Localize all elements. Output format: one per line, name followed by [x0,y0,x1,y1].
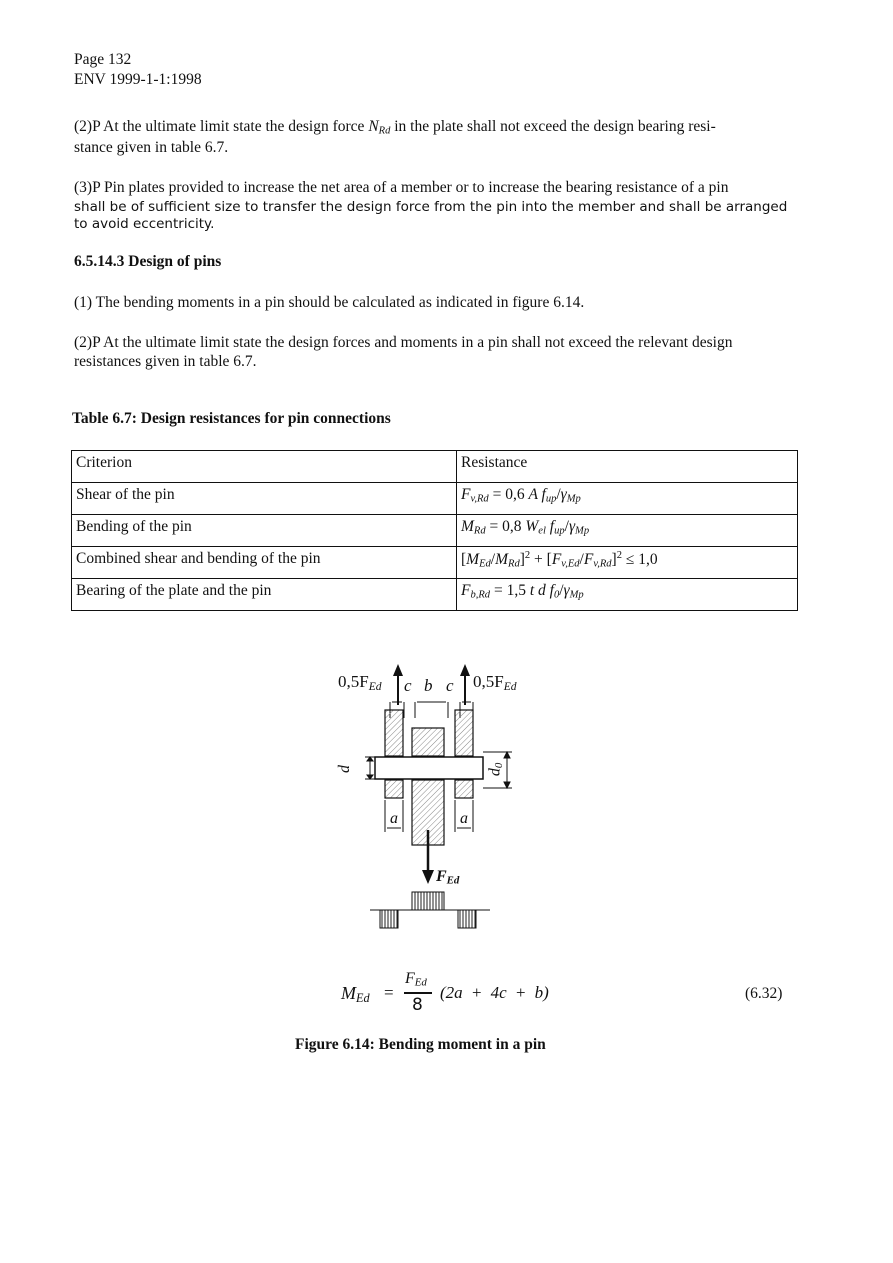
load-arrow-right [460,664,470,705]
equation-lhs: $M_{Ed}$ [341,983,370,1006]
section-heading: 6.5.14.3 Design of pins [74,253,222,270]
criterion-cell: Shear of the pin [72,483,457,515]
equation-equals: = [384,983,394,1002]
label-c-left: c [404,676,412,695]
criterion-cell: Bearing of the plate and the pin [72,579,457,611]
fraction-bar [404,992,432,994]
section-paragraph-2-line1: (2)P At the ultimate limit state the design forces and moments in a pin shall not exceed the relevant design [74,334,733,351]
label-a-right: a [460,810,468,827]
section-paragraph-1: (1) The bending moments in a pin should be calculated as indicated in figure 6.14. [74,294,585,311]
table-row [72,547,798,579]
table-row [72,579,798,611]
load-arrow-left [393,664,403,705]
label-c-right: c [446,676,454,695]
middle-member-top [412,728,444,756]
standard-id: ENV 1999-1-1:1998 [74,71,202,88]
section-paragraph-2-line2: resistances given in table 6.7. [74,353,257,370]
paragraph-2p: (2)P At the ultimate limit state the design force $N_{Rd}$ in the plate shall not exceed the design bearing resi- [74,118,716,137]
outer-plate-right [455,710,473,756]
dimension-d [365,757,375,779]
equation-rhs: (2a + 4c + b) [440,983,549,1002]
symbol-nrd: $N_{Rd}$ [368,118,391,137]
formula-cell: $[M_{Ed}/M_{Rd}]^2 + [F_{v,Ed}/F_{v,Rd}]^2 \le 1,0$ [457,547,798,579]
equation-number: (6.32) [745,985,783,1002]
page-number: Page 132 [74,51,132,68]
support-block [370,892,490,928]
table-row [72,483,798,515]
table-row [72,515,798,547]
table-title: Table 6.7: Design resistances for pin connections [72,410,391,427]
label-a-left: a [390,810,398,827]
paragraph-3p-line1: (3)P Pin plates provided to increase the net area of a member or to increase the bearing resistance of a pin [74,179,729,196]
load-label-left: $0,5F_{Ed}$ [338,672,382,693]
criterion-cell: Bending of the pin [72,515,457,547]
equation-denominator: 8 [412,995,423,1015]
formula-cell: $M_{Rd} = 0,8$ $W_{el}$ $f_{up}/\gamma_{Mp}$ [457,515,798,547]
label-b: b [424,676,433,695]
pin-figure [330,660,570,940]
pin-diagram [330,660,570,940]
header-resistance: Resistance [457,451,798,483]
outer-plate-left-lower [385,780,403,798]
paragraph-3p-line3: to avoid eccentricity. [74,216,215,232]
header-criterion: Criterion [72,451,457,483]
paragraph-3p-line2: shall be of sufficient size to transfer the design force from the pin into the member and shall be arranged [74,199,788,215]
pin [375,757,483,779]
resistance-table [71,450,798,611]
formula-cell: $F_{b,Rd} = 1,5$ t d $f_0/\gamma_{Mp}$ [457,579,798,611]
equation-numerator: $F_{Ed}$ [405,970,427,989]
label-d: d [336,765,353,773]
label-d0: $d_0$ [486,762,506,777]
figure-caption: Figure 6.14: Bending moment in a pin [295,1036,546,1053]
table-header-row [72,451,798,483]
formula-cell: $F_{v,Rd} = 0,6$ A $f_{up}/\gamma_{Mp}$ [457,483,798,515]
paragraph-2p-line2: stance given in table 6.7. [74,139,229,156]
outer-plate-right-lower [455,780,473,798]
outer-plate-left [385,710,403,756]
force-label: $F_{Ed}$ [436,868,460,887]
load-label-right: $0,5F_{Ed}$ [473,672,517,693]
criterion-cell: Combined shear and bending of the pin [72,547,457,579]
